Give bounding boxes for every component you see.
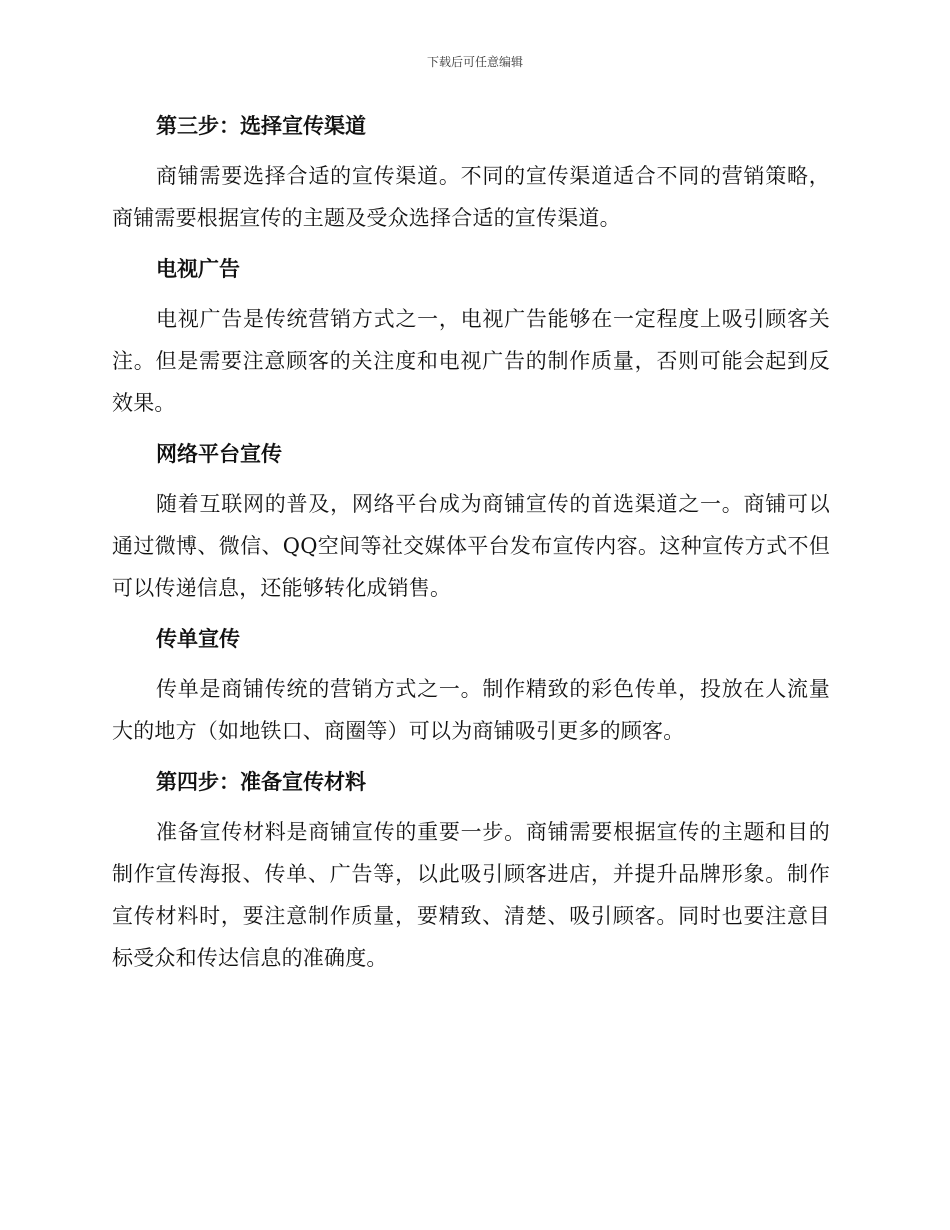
section-paragraph-online-platforms: 随着互联网的普及，网络平台成为商铺宣传的首选渠道之一。商铺可以通过微博、微信、QQ空间等社交媒体平台发布宣传内容。这种宣传方式不但可以传递信息，还能够转化成销售。 [112,492,830,600]
section-paragraph-flyers: 传单是商铺传统的营销方式之一。制作精致的彩色传单，投放在人流量大的地方（如地铁口、商圈等）可以为商铺吸引更多的顾客。 [112,677,830,743]
section-paragraph-step3: 商铺需要选择合适的宣传渠道。不同的宣传渠道适合不同的营销策略，商铺需要根据宣传的主题及受众选择合适的宣传渠道。 [112,164,830,230]
section-heading-step4: 第四步：准备宣传材料 [156,770,366,794]
section-paragraph-step4: 准备宣传材料是商铺宣传的重要一步。商铺需要根据宣传的主题和目的制作宣传海报、传单、广告等，以此吸引顾客进店，并提升品牌形象。制作宣传材料时，要注意制作质量，要精致、清楚、吸引顾客。同时也要注意目标受众和传达信息的准确度。 [112,820,830,970]
section-heading-flyers: 传单宣传 [156,627,240,651]
section-paragraph-tv-ads: 电视广告是传统营销方式之一，电视广告能够在一定程度上吸引顾客关注。但是需要注意顾客的关注度和电视广告的制作质量，否则可能会起到反效果。 [112,307,830,415]
header-note: 下载后可任意编辑 [426,55,523,69]
section-heading-step3: 第三步：选择宣传渠道 [156,114,366,138]
section-heading-online-platforms: 网络平台宣传 [156,442,282,466]
document-body [112,106,830,979]
section-heading-tv-ads: 电视广告 [156,257,240,281]
